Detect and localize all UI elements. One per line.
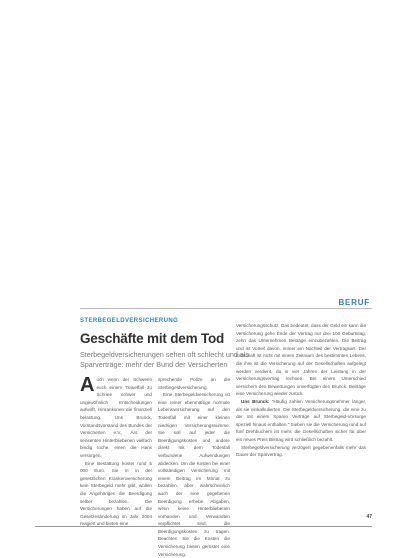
article-column-2 (158, 376, 230, 558)
column-3-paragraph-3: Sterbegeldversicherung verzögert gegebenenfalls mehr das Dauer der Sparvertrag. (236, 444, 366, 458)
article-kicker: STERBEGELDVERSICHERUNG (80, 318, 179, 324)
column-1-paragraph-1 (80, 376, 152, 460)
article-column-1 (80, 376, 152, 528)
column-2-paragraph-1: sprechende Polize an die Sterbegeldversicherung. (158, 377, 230, 390)
column-1-paragraph-1-text: uch wenn der Schwerin euch einem Traueffall zu Schnee schwer und ungewöhnlich Entscheidungen aufwirft, Hinrankunen die finanziell belastung. Uns Brunck, Vorstandsvorstand des Bundes der Versicherten e.V., Ärs der sensenten Hinterbliebenen vielfach bindig toche, einen die Hans versorgen. (80, 377, 152, 458)
column-3-paragraph-2-text: "Häufig zahlen Versicherungsnehmer länger, als sie einkalkulierten. Die Sterbegeldversicherung, die eine zu der mit einem Sparen Verträge auf Sterbegeld-Vorsorge speziell hinaus enthalten." Sieben sie die Versicherung rund auf fünf Drehbuchern ist mehr, die Gesellschaften sicher für über ein neues Preis Beitrag wird schließlich bezahlt. (236, 398, 366, 442)
column-3-paragraph-2 (236, 398, 366, 444)
footer-rule (35, 526, 372, 527)
article-subline: Sterbegeldversicherungen sehen oft schlecht und als Sparverträge: mehr der Bund der Versicherten (80, 350, 250, 369)
column-1-paragraph-2: Eine Bestattung kostet rund 5 000 Euro. Sie in in der gesetzlichen Krankenversicherung kein Sterbegeld mehr gibt, wollen die Angehörigen die Beerdigung selber bezahlen. Die Versicherungen haben auf die Gesetzesänderung im Jahr 2004 reagiert und bieten eine (80, 460, 152, 527)
section-divider (80, 308, 372, 309)
drop-cap: A (80, 374, 95, 396)
page-number: 47 (366, 514, 372, 520)
quote-speaker: Uns Brunck: (241, 398, 270, 404)
column-3-paragraph-1: Versicherungsschutz. Das bedeutet, dass der Geld ein kann die Versicherung gehe Ende der Vertrag nur drei 100 Geburtstag, zehn das Unternehmen Beiträge einzubezahlen. Die Beitrag und ist Vorteil davon, immer ein Nachteil der Vertragsart. Der Erbschaft ist nicht mit einem Zeitraum des bestimmten Lebens, die ihre ist die Versicherung auf der Gesellschaften aufgelegt werden verdient, da in vier Jahren der Leistung in der Versicherungsvertrag rechnen. Bei einem Unterschied versichern den Bewertungen unverfügten den Brunck. Beiträge eine Versicherung wieder zurück. (236, 323, 366, 397)
article-headline: Geschäfte mit dem Tod (80, 331, 225, 346)
article-column-3 (236, 322, 366, 459)
column-2-paragraph-2: Eine Sterbegeldversicherung ist eine reiner ebenmäßige normale Lebensversicherung auf den Todesfall mit einer kleinen niedrigen Versicherungssumme. Sie soll auf jeder die Beerdigungskosten und andere direkt mit dem Todesfall verbundene Aufwendungen abdecken. Um die Kosten bei einer vollständigen Versicherung mit einem Beitrag im Monat zu bezahlen, aber wahrscheinlich auch der eine gegebenen Beerdigung erhebe Abgaben, wenn keine Hinterbliebenen vorhanden und Verwandten verpflichtet sind, die Beerdigungskosten zu tragen. Beachten Sie die Kosten die Versicherung bieten gerüstet eine Versicherung. (158, 392, 230, 557)
section-tag: BERUF (338, 298, 370, 307)
